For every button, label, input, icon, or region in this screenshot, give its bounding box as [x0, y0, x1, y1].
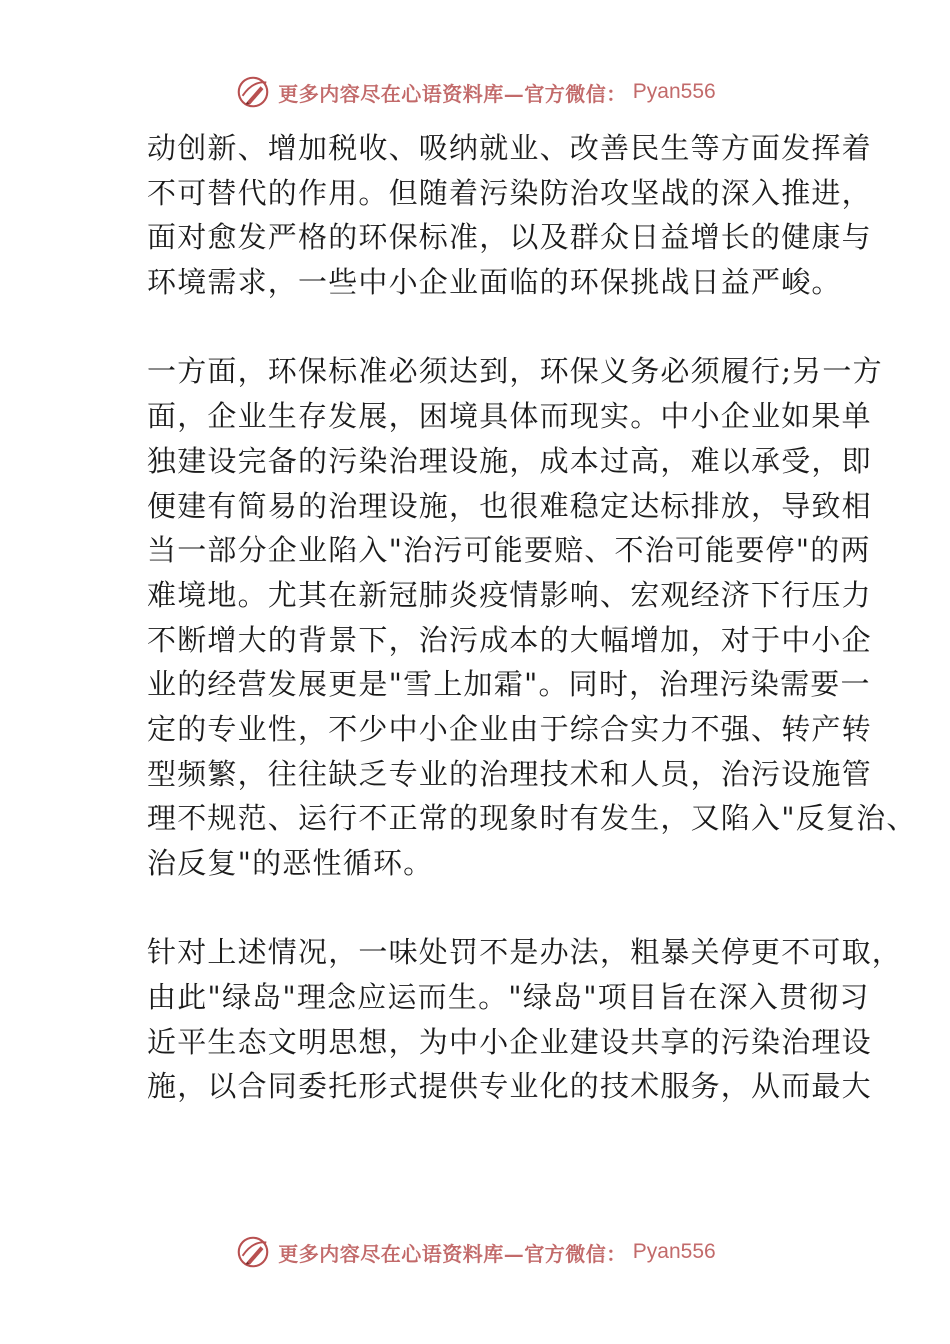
pen-circle-logo-icon — [234, 73, 272, 111]
text-line: 定的专业性，不少中小企业由于综合实力不强、转产转 — [147, 711, 872, 746]
paragraph-spacer — [147, 886, 807, 931]
text-line: 理不规范、运行不正常的现象时有发生，又陷入"反复治、 — [147, 801, 917, 836]
text-line: 不断增大的背景下，治污成本的大幅增加，对于中小企 — [147, 622, 872, 657]
header-banner — [0, 70, 950, 114]
document-body — [147, 126, 917, 1109]
paragraph-2 — [147, 349, 917, 885]
text-line: 面，企业生存发展，困境具体而现实。中小企业如果单 — [147, 399, 872, 434]
text-line: 独建设完备的污染治理设施，成本过高，难以承受，即 — [147, 443, 872, 478]
text-line: 不可替代的作用。但随着污染防治攻坚战的深入推进， — [147, 175, 872, 210]
text-line: 由此"绿岛"理念应运而生。"绿岛"项目旨在深入贯彻习 — [147, 980, 870, 1015]
text-line: 近平生态文明思想，为中小企业建设共享的污染治理设 — [147, 1024, 872, 1059]
text-line: 治反复"的恶性循环。 — [147, 846, 434, 880]
paragraph-3 — [147, 930, 903, 1109]
banner-text: 更多内容尽在心语资料库—官方微信： — [278, 1241, 627, 1266]
text-line: 动创新、增加税收、吸纳就业、改善民生等方面发挥着 — [147, 131, 872, 165]
banner-handle: Pyan556 — [632, 80, 716, 103]
text-line: 施，以合同委托形式提供专业化的技术服务，从而最大 — [147, 1069, 872, 1104]
banner-text: 更多内容尽在心语资料库—官方微信： — [278, 81, 627, 106]
text-line: 便建有简易的治理设施，也很难稳定达标排放，导致相 — [147, 488, 872, 523]
footer-banner — [0, 1230, 950, 1274]
text-line: 环境需求，一些中小企业面临的环保挑战日益严峻。 — [147, 265, 842, 300]
paragraph-spacer — [147, 305, 807, 350]
text-line: 型频繁，往往缺乏专业的治理技术和人员，治污设施管 — [147, 756, 872, 791]
pen-circle-logo-icon — [234, 1233, 272, 1271]
text-line: 一方面，环保标准必须达到，环保义务必须履行;另一方 — [147, 354, 883, 389]
paragraph-1 — [147, 126, 872, 305]
banner-handle: Pyan556 — [632, 1240, 716, 1263]
text-line: 针对上述情况，一味处罚不是办法，粗暴关停更不可取， — [147, 935, 903, 970]
text-line: 当一部分企业陷入"治污可能要赔、不治可能要停"的两 — [147, 533, 871, 568]
text-line: 面对愈发严格的环保标准，以及群众日益增长的健康与 — [147, 220, 872, 255]
text-line: 业的经营发展更是"雪上加霜"。同时，治理污染需要一 — [147, 667, 871, 702]
text-line: 难境地。尤其在新冠肺炎疫情影响、宏观经济下行压力 — [147, 577, 872, 612]
